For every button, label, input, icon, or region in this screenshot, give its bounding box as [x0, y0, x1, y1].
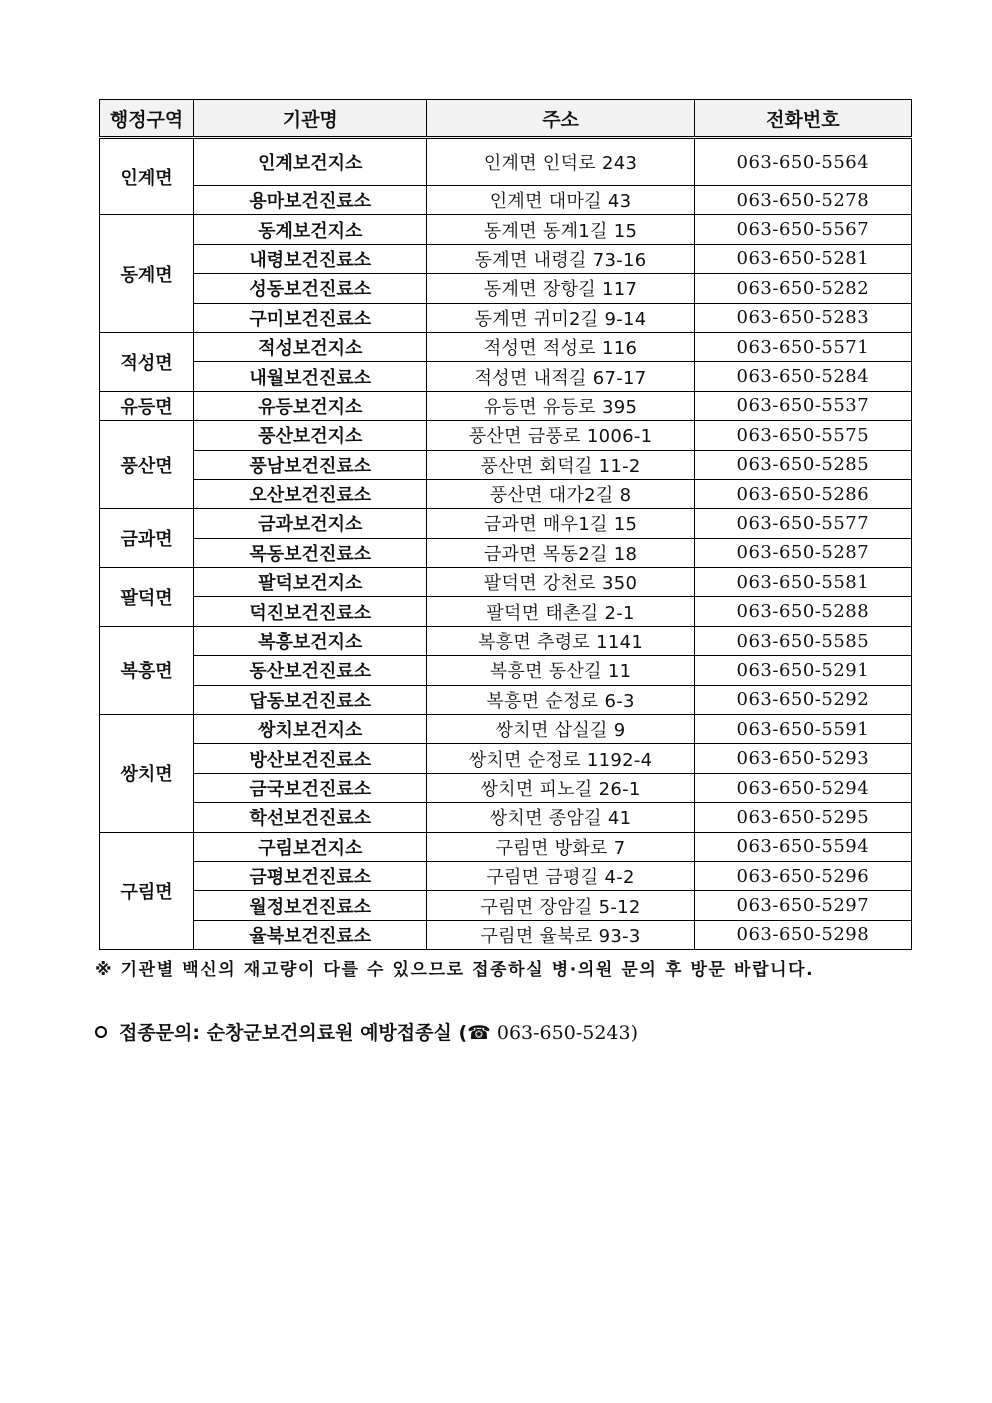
table-row: [100, 656, 912, 685]
table-header-row: [100, 100, 912, 138]
address-cell: 복흥면 추령로 1141: [427, 626, 694, 655]
phone-cell: 063-650-5564: [694, 138, 911, 186]
institution-cell: 목동보건진료소: [194, 538, 427, 567]
phone-cell: 063-650-5294: [694, 773, 911, 802]
phone-cell: 063-650-5287: [694, 538, 911, 567]
address-cell: 동계면 내령길 73-16: [427, 244, 694, 273]
institution-cell: 월정보건진료소: [194, 891, 427, 920]
region-cell: 유등면: [100, 391, 194, 420]
phone-cell: 063-650-5281: [694, 244, 911, 273]
region-cell: 팔덕면: [100, 568, 194, 627]
institution-cell: 율북보건진료소: [194, 920, 427, 949]
phone-cell: 063-650-5295: [694, 803, 911, 832]
region-cell: 쌍치면: [100, 715, 194, 833]
table-row: [100, 773, 912, 802]
phone-cell: 063-650-5282: [694, 274, 911, 303]
address-cell: 구림면 율북로 93-3: [427, 920, 694, 949]
phone-cell: 063-650-5284: [694, 362, 911, 391]
institution-cell: 방산보건진료소: [194, 744, 427, 773]
address-cell: 동계면 장항길 117: [427, 274, 694, 303]
table-row: [100, 538, 912, 567]
table-row: [100, 450, 912, 479]
table-row: [100, 920, 912, 949]
table-row: [100, 832, 912, 861]
institution-cell: 적성보건지소: [194, 332, 427, 361]
phone-cell: 063-650-5577: [694, 509, 911, 538]
inquiry-phone: 063-650-5243): [490, 1022, 639, 1044]
phone-cell: 063-650-5567: [694, 215, 911, 244]
table-row: [100, 138, 912, 186]
address-cell: 구림면 금평길 4-2: [427, 861, 694, 890]
region-cell: 동계면: [100, 215, 194, 333]
table-row: [100, 244, 912, 273]
address-cell: 동계면 귀미2길 9-14: [427, 303, 694, 332]
institution-cell: 오산보건진료소: [194, 479, 427, 508]
institution-cell: 구미보건진료소: [194, 303, 427, 332]
table-row: [100, 215, 912, 244]
stock-notice: ※ 기관별 백신의 재고량이 다를 수 있으므로 접종하실 병·의원 문의 후 방문 바랍니다.: [95, 960, 815, 980]
institution-cell: 답동보건진료소: [194, 685, 427, 714]
address-cell: 팔덕면 강천로 350: [427, 568, 694, 597]
phone-cell: 063-650-5283: [694, 303, 911, 332]
phone-cell: 063-650-5297: [694, 891, 911, 920]
header-address: 주소: [427, 100, 694, 138]
table-row: [100, 861, 912, 890]
table-row: [100, 303, 912, 332]
address-cell: 적성면 내적길 67-17: [427, 362, 694, 391]
phone-cell: 063-650-5292: [694, 685, 911, 714]
address-cell: 쌍치면 종암길 41: [427, 803, 694, 832]
header-phone: 전화번호: [694, 100, 911, 138]
phone-cell: 063-650-5591: [694, 715, 911, 744]
table-row: [100, 715, 912, 744]
institution-cell: 동산보건진료소: [194, 656, 427, 685]
address-cell: 적성면 적성로 116: [427, 332, 694, 361]
institution-cell: 유등보건지소: [194, 391, 427, 420]
phone-cell: 063-650-5296: [694, 861, 911, 890]
phone-cell: 063-650-5581: [694, 568, 911, 597]
address-cell: 인계면 인덕로 243: [427, 138, 694, 186]
region-cell: 금과면: [100, 509, 194, 568]
table-row: [100, 685, 912, 714]
institution-cell: 동계보건지소: [194, 215, 427, 244]
phone-cell: 063-650-5285: [694, 450, 911, 479]
institution-cell: 덕진보건진료소: [194, 597, 427, 626]
institution-cell: 금과보건지소: [194, 509, 427, 538]
table-row: [100, 891, 912, 920]
address-cell: 쌍치면 피노길 26-1: [427, 773, 694, 802]
institution-cell: 금국보건진료소: [194, 773, 427, 802]
table-row: [100, 509, 912, 538]
region-cell: 인계면: [100, 138, 194, 215]
table-row: [100, 362, 912, 391]
phone-cell: 063-650-5291: [694, 656, 911, 685]
table-row: [100, 568, 912, 597]
phone-cell: 063-650-5585: [694, 626, 911, 655]
table-body: [100, 138, 912, 950]
address-cell: 풍산면 금풍로 1006-1: [427, 421, 694, 450]
institution-cell: 내월보건진료소: [194, 362, 427, 391]
institution-cell: 금평보건진료소: [194, 861, 427, 890]
table-row: [100, 744, 912, 773]
table-row: [100, 626, 912, 655]
phone-cell: 063-650-5571: [694, 332, 911, 361]
table-row: [100, 421, 912, 450]
address-cell: 풍산면 회덕길 11-2: [427, 450, 694, 479]
phone-cell: 063-650-5537: [694, 391, 911, 420]
table-row: [100, 803, 912, 832]
institution-cell: 복흥보건지소: [194, 626, 427, 655]
address-cell: 동계면 동계1길 15: [427, 215, 694, 244]
table-row: [100, 332, 912, 361]
institution-cell: 풍산보건지소: [194, 421, 427, 450]
region-cell: 풍산면: [100, 421, 194, 509]
institution-cell: 쌍치보건지소: [194, 715, 427, 744]
table-row: [100, 391, 912, 420]
table-row: [100, 274, 912, 303]
phone-cell: 063-650-5288: [694, 597, 911, 626]
institution-cell: 성동보건진료소: [194, 274, 427, 303]
address-cell: 인계면 대마길 43: [427, 186, 694, 215]
phone-icon: ☎: [467, 1022, 491, 1044]
address-cell: 유등면 유등로 395: [427, 391, 694, 420]
institution-cell: 용마보건진료소: [194, 186, 427, 215]
circle-bullet-icon: [95, 1026, 107, 1038]
address-cell: 팔덕면 태촌길 2-1: [427, 597, 694, 626]
address-cell: 풍산면 대가2길 8: [427, 479, 694, 508]
institution-cell: 내령보건진료소: [194, 244, 427, 273]
address-cell: 구림면 장암길 5-12: [427, 891, 694, 920]
health-center-table: [99, 99, 912, 950]
phone-cell: 063-650-5278: [694, 186, 911, 215]
institution-cell: 인계보건지소: [194, 138, 427, 186]
table-row: [100, 479, 912, 508]
address-cell: 금과면 매우1길 15: [427, 509, 694, 538]
address-cell: 복흥면 동산길 11: [427, 656, 694, 685]
phone-cell: 063-650-5293: [694, 744, 911, 773]
institution-cell: 팔덕보건지소: [194, 568, 427, 597]
address-cell: 금과면 목동2길 18: [427, 538, 694, 567]
region-cell: 복흥면: [100, 626, 194, 714]
address-cell: 구림면 방화로 7: [427, 832, 694, 861]
header-region: 행정구역: [100, 100, 194, 138]
address-cell: 쌍치면 삽실길 9: [427, 715, 694, 744]
header-institution: 기관명: [194, 100, 427, 138]
table-row: [100, 597, 912, 626]
table-row: [100, 186, 912, 215]
phone-cell: 063-650-5286: [694, 479, 911, 508]
region-cell: 구림면: [100, 832, 194, 950]
phone-cell: 063-650-5298: [694, 920, 911, 949]
vaccination-inquiry: [95, 1018, 638, 1045]
address-cell: 복흥면 순정로 6-3: [427, 685, 694, 714]
region-cell: 적성면: [100, 332, 194, 391]
phone-cell: 063-650-5575: [694, 421, 911, 450]
institution-cell: 학선보건진료소: [194, 803, 427, 832]
phone-cell: 063-650-5594: [694, 832, 911, 861]
address-cell: 쌍치면 순정로 1192-4: [427, 744, 694, 773]
institution-cell: 구림보건지소: [194, 832, 427, 861]
institution-cell: 풍남보건진료소: [194, 450, 427, 479]
inquiry-label: 접종문의: 순창군보건의료원 예방접종실 (: [119, 1022, 468, 1044]
